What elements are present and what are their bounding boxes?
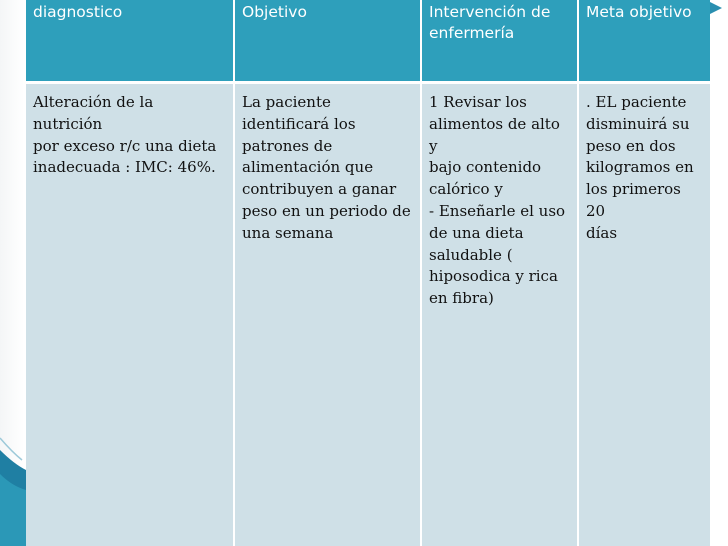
cell-diagnostico xyxy=(26,83,234,546)
cell-diagnostico-text: Alteración de la nutrición por exceso r/c una dieta inadecuada : IMC: 46%. xyxy=(33,93,217,177)
header-meta-objetivo: Meta objetivo xyxy=(578,0,710,83)
corner-wave-decoration xyxy=(0,430,26,546)
cell-intervencion xyxy=(421,83,578,546)
cell-meta-objetivo xyxy=(578,83,710,546)
header-objetivo: Objetivo xyxy=(234,0,421,83)
cell-objetivo xyxy=(234,83,421,546)
cell-objetivo-text: La paciente identificará los patrones de alimentación que contribuyen a ganar peso en un periodo de una semana xyxy=(242,93,411,242)
table-row xyxy=(26,83,710,546)
header-intervencion: Intervención de enfermería xyxy=(421,0,578,83)
next-slide-arrow-icon[interactable] xyxy=(708,0,726,16)
table-header-row xyxy=(26,0,710,83)
cell-meta-objetivo-text: . EL paciente disminuirá su peso en dos kilogramos en los primeros 20 días xyxy=(586,93,694,242)
care-plan-table xyxy=(26,0,710,546)
cell-intervencion-text: 1 Revisar los alimentos de alto y bajo contenido calórico y - Enseñarle el uso de una dieta saludable ( hiposodica y rica en fibra) xyxy=(429,93,566,308)
header-diagnostico: diagnostico xyxy=(26,0,234,83)
